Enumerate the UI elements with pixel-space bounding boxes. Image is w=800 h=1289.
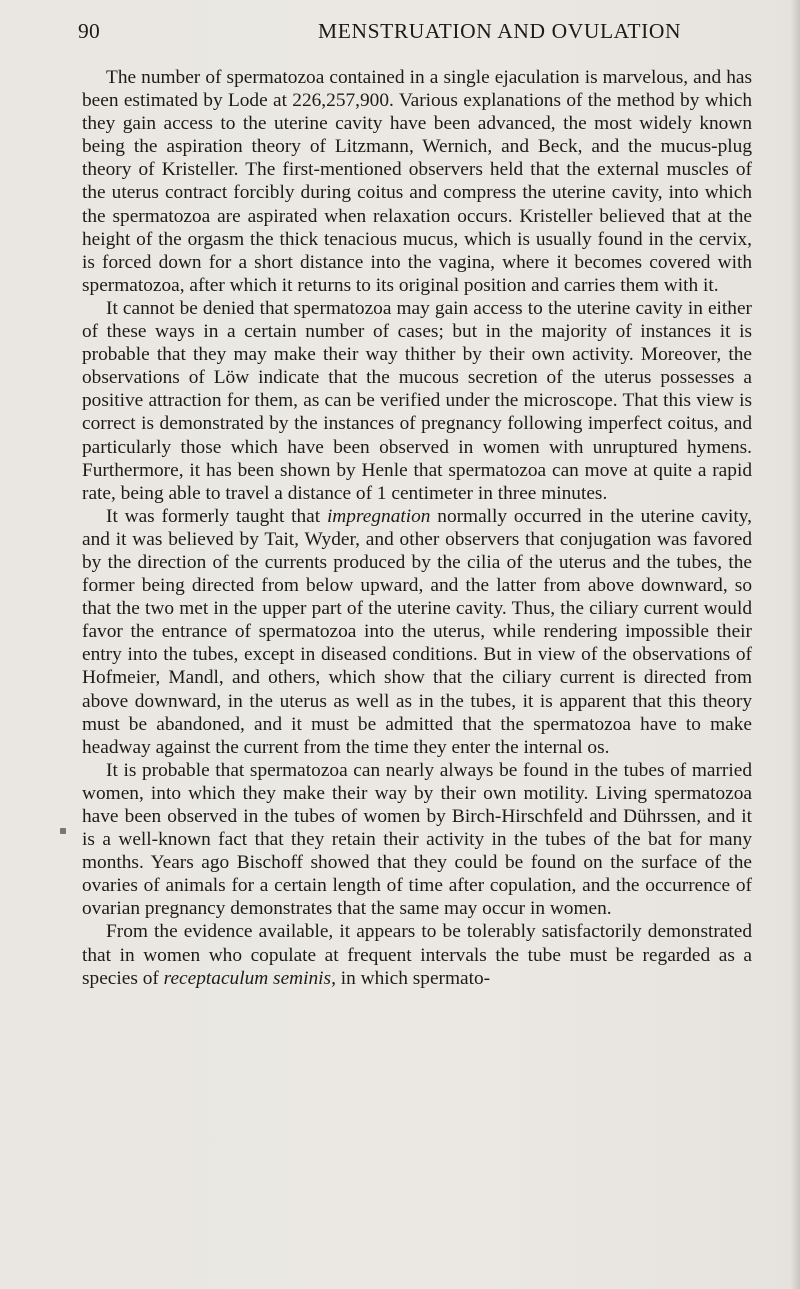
paragraph-4 [82, 759, 752, 921]
paragraph-3-text-end: normally occurred in the uterine cavity, and it was believed by Tait, Wyder, and other observers that conjugation was favored by the direction of the currents produced by the cilia of the uterus and the tubes, the former being directed from below upward, and the latter from above downward, so that the two met in the upper part of the uterine cavity. Thus, the ciliary current would favor the entrance of spermatozoa into the uterus, while rendering impossible their entry into the tubes, except in diseased conditions. But in view of the observations of Hofmeier, Mandl, and others, which show that the ciliary current is directed from above downward, in the uterus as well as in the tubes, it is apparent that this theory must be abandoned, and it must be admitted that the spermatozoa have to make headway against the current from the time they enter the internal os. [82, 505, 752, 758]
paragraph-3-text-start: It was formerly taught that [106, 505, 327, 527]
body-text [82, 66, 752, 990]
paragraph-3 [82, 505, 752, 759]
paragraph-1-text: The number of spermatozoa contained in a single ejaculation is marvelous, and has been estimated by Lode at 226,257,900. Various explanations of the method by which they gain access to the uterine cavity have been advanced, the most widely known being the aspiration theory of Litzmann, Wernich, and Beck, and the mucus-plug theory of Kristeller. The first-mentioned observers held that the external muscles of the uterus contract forcibly during coitus and compress the uterine cavity, into which the spermatozoa are aspirated when relaxation occurs. Kristeller believed that at the height of the orgasm the thick tenacious mucus, which is usually found in the cervix, is forced down for a short distance into the vagina, where it becomes covered with spermatozoa, after which it returns to its original position and carries them with it. [82, 67, 752, 296]
paragraph-2 [82, 297, 752, 505]
page-edge-shadow [790, 0, 800, 1289]
page-header [78, 19, 758, 49]
paragraph-5 [82, 920, 752, 989]
page-number: 90 [78, 19, 101, 43]
paragraph-3-italic-term: impregnation [326, 505, 431, 527]
paragraph-5-text-end: in which spermato- [335, 967, 491, 989]
margin-ink-mark [60, 828, 66, 834]
paragraph-5-italic-term: receptaculum seminis, [163, 967, 336, 989]
paragraph-5-text-start: From the evidence available, it appears to be tolerably satisfactorily demonstrated that in women who copulate at frequent intervals the tube must be regarded as a species of [82, 921, 752, 989]
running-head: MENSTRUATION AND OVULATION [318, 19, 682, 43]
paragraph-1 [82, 66, 752, 297]
paragraph-2-text: It cannot be denied that spermatozoa may gain access to the uterine cavity in either of these ways in a certain number of cases; but in the majority of instances it is probable that they may make their way thither by their own activity. Moreover, the observations of Löw indicate that the mucous secretion of the uterus possesses a positive attraction for them, as can be verified under the microscope. That this view is correct is demonstrated by the instances of pregnancy following imperfect coitus, and particularly those which have been observed in women with unruptured hymens. Furthermore, it has been shown by Henle that spermatozoa can move at quite a rapid rate, being able to travel a distance of 1 centimeter in three minutes. [82, 297, 752, 504]
paragraph-4-text: It is probable that spermatozoa can nearly always be found in the tubes of married women, into which they make their way by their own motility. Living spermatozoa have been observed in the tubes of women by Birch-Hirschfeld and Dührssen, and it is a well-known fact that they retain their activity in the tubes of the bat for many months. Years ago Bischoff showed that they could be found on the surface of the ovaries of animals for a certain length of time after copulation, and the occurrence of ovarian pregnancy demonstrates that the same may occur in women. [82, 759, 752, 920]
